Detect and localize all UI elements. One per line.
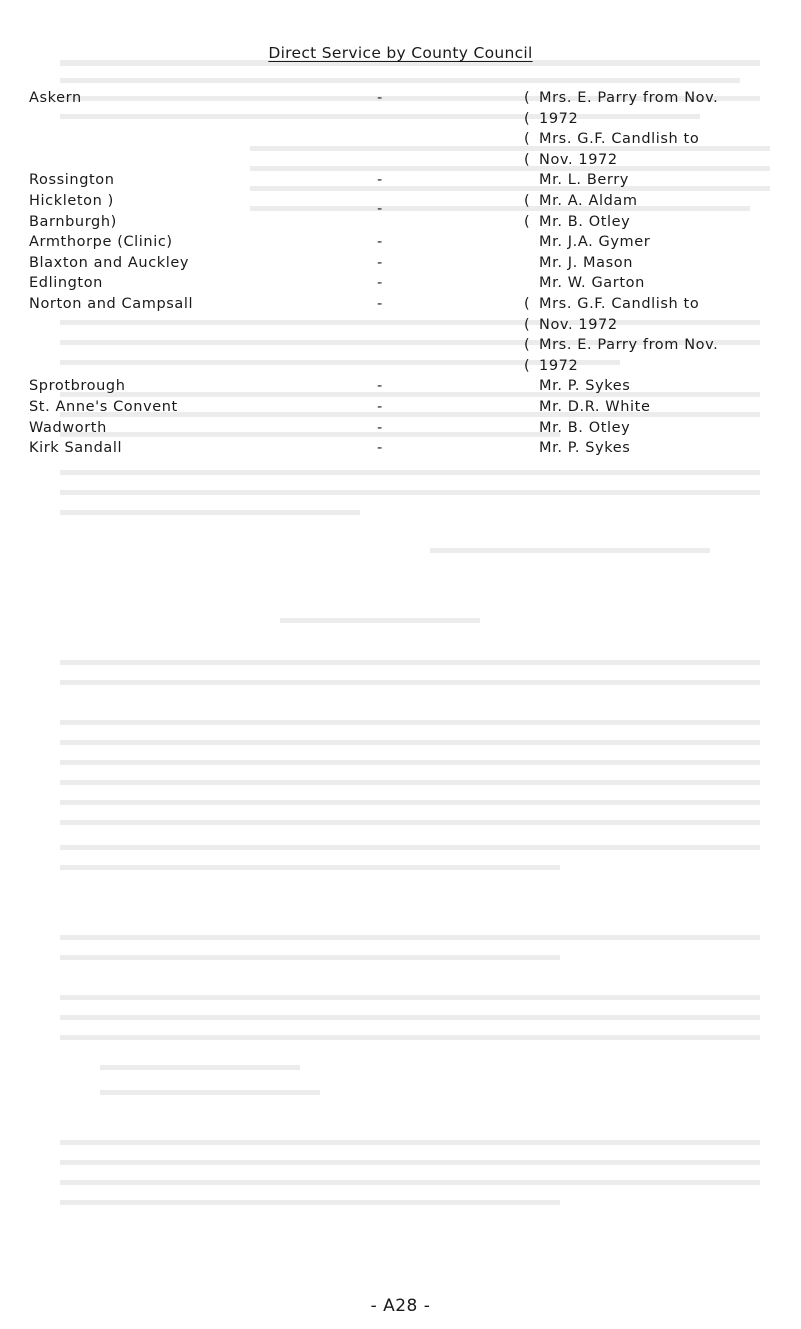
- row-staff-name: Mr. A. Aldam: [539, 193, 638, 209]
- row-place: Wadworth: [29, 420, 107, 436]
- row-bracket: (: [524, 152, 531, 168]
- row-staff-name: Mr. L. Berry: [539, 172, 629, 188]
- row-bracket: (: [524, 358, 531, 374]
- row-dash: -: [377, 234, 383, 250]
- row-place: Kirk Sandall: [29, 440, 123, 456]
- row-staff-name: Mr. J. Mason: [539, 255, 634, 271]
- row-place: Norton and Campsall: [29, 296, 194, 312]
- row-dash: -: [377, 201, 383, 217]
- row-place: Barnburgh): [29, 214, 117, 230]
- row-staff-name: Mr. W. Garton: [539, 275, 645, 291]
- row-staff-name: 1972: [539, 111, 579, 127]
- row-bracket: (: [524, 214, 531, 230]
- row-place: St. Anne's Convent: [29, 399, 178, 415]
- row-dash: -: [377, 255, 383, 271]
- row-staff-name: Nov. 1972: [539, 152, 618, 168]
- row-staff-name: Mr. B. Otley: [539, 214, 631, 230]
- row-staff-name: Mrs. G.F. Candlish to: [539, 296, 700, 312]
- row-staff-name: Mrs. G.F. Candlish to: [539, 131, 700, 147]
- row-place: Rossington: [29, 172, 115, 188]
- row-place: Sprotbrough: [29, 378, 126, 394]
- row-place: Hickleton ): [29, 193, 114, 209]
- page-number: - A28 -: [370, 1296, 431, 1316]
- row-bracket: (: [524, 131, 531, 147]
- row-place: Edlington: [29, 275, 103, 291]
- row-place: Armthorpe (Clinic): [29, 234, 173, 250]
- row-dash: -: [377, 296, 383, 312]
- row-bracket: (: [524, 317, 531, 333]
- row-dash: -: [377, 420, 383, 436]
- row-staff-name: Nov. 1972: [539, 317, 618, 333]
- row-dash: -: [377, 172, 383, 188]
- row-staff-name: Mr. B. Otley: [539, 420, 631, 436]
- row-staff-name: Mr. P. Sykes: [539, 440, 631, 456]
- row-dash: -: [377, 440, 383, 456]
- row-bracket: (: [524, 296, 531, 312]
- row-staff-name: Mr. D.R. White: [539, 399, 651, 415]
- row-bracket: (: [524, 90, 531, 106]
- section-heading: [0, 44, 801, 62]
- row-staff-name: Mr. J.A. Gymer: [539, 234, 651, 250]
- row-place: Askern: [29, 90, 82, 106]
- row-dash: -: [377, 275, 383, 291]
- row-dash: -: [377, 378, 383, 394]
- row-bracket: (: [524, 111, 531, 127]
- row-staff-name: 1972: [539, 358, 579, 374]
- row-dash: -: [377, 90, 383, 106]
- row-staff-name: Mrs. E. Parry from Nov.: [539, 90, 719, 106]
- row-bracket: (: [524, 337, 531, 353]
- row-dash: -: [377, 399, 383, 415]
- row-staff-name: Mr. P. Sykes: [539, 378, 631, 394]
- row-place: Blaxton and Auckley: [29, 255, 190, 271]
- row-staff-name: Mrs. E. Parry from Nov.: [539, 337, 719, 353]
- section-heading-text: Direct Service by County Council: [268, 44, 533, 62]
- row-bracket: (: [524, 193, 531, 209]
